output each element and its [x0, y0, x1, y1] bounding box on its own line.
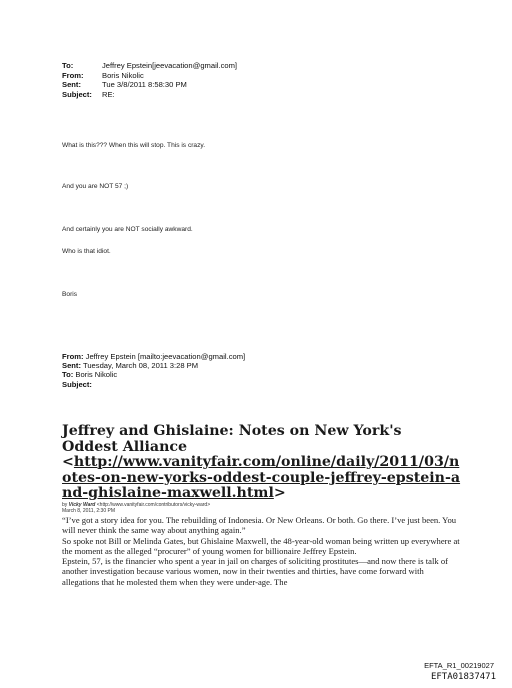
quoted-subject-label: Subject: [62, 379, 92, 389]
bates-number-small: EFTA_R1_00219027 [424, 661, 494, 670]
header-from-value: Boris Nikolic [102, 70, 144, 80]
header-to-value: Jeffrey Epstein[jeevacation@gmail.com] [102, 61, 238, 70]
article-paragraph: Epstein, 57, is the financier who spent a year in jail on charges of soliciting prostitutes—and now there is talk of another investigation because various women, now in their twenties and thirties, have come forward with allegations that he molested them when they were under-age. The [62, 556, 448, 587]
author-name[interactable]: Vicky Ward [68, 502, 96, 508]
header-subject-label: Subject: [62, 89, 92, 99]
header-to-row [62, 61, 237, 71]
quoted-sent-row [62, 361, 245, 370]
email-header-block [62, 61, 237, 99]
header-subject-row [62, 90, 237, 100]
header-sent-row [62, 80, 237, 90]
header-from-label: From: [62, 70, 84, 80]
byline-prefix: by [62, 502, 68, 508]
bates-number-large: EFTA01837471 [430, 672, 496, 682]
quoted-from-value: Jeffrey Epstein [mailto:jeevacation@gmail.com] [85, 352, 246, 361]
quoted-sent-value: Tuesday, March 08, 2011 3:28 PM [82, 361, 199, 371]
article-body [62, 515, 462, 587]
author-link[interactable]: <http://www.vanityfair.com/contributors/vicky-ward> [96, 502, 211, 508]
email-body-line-2: And you are NOT 57 ;) [62, 183, 129, 190]
header-from-row [62, 71, 237, 81]
quoted-email-header [62, 352, 245, 389]
email-body-line-1: What is this??? When this will stop. This is crazy. [62, 142, 206, 149]
email-signature: Boris [62, 291, 78, 298]
email-body-line-3: And certainly you are NOT socially awkward. [62, 226, 193, 233]
article-paragraph: “I’ve got a story idea for you. The rebuilding of Indonesia. Or New Orleans. Or both. Go there. I’ve just been. You will never think the same way about anything again.” [62, 515, 457, 536]
article-link[interactable]: http://www.vanityfair.com/online/daily/2011/03/notes-on-new-yorks-oddest-couple-jeffrey-epstein-and-ghislaine-maxwell.html [62, 454, 461, 502]
quoted-subject-row [62, 380, 245, 389]
quoted-sent-label: Sent: [62, 361, 81, 371]
quoted-from-label: From: [62, 352, 84, 361]
header-sent-value: Tue 3/8/2011 8:58:30 PM [102, 80, 187, 90]
article-link-open: < [62, 454, 74, 471]
article-link-close: > [273, 485, 286, 502]
quoted-to-label: To: [62, 370, 74, 380]
quoted-to-row [62, 370, 245, 379]
quoted-from-row [62, 352, 245, 361]
article-title-block [62, 424, 462, 502]
email-body-line-4: Who is that idiot. [62, 248, 111, 255]
header-subject-value: RE: [102, 89, 115, 99]
article-date: March 8, 2011, 2:30 PM [62, 508, 115, 514]
article-title: Jeffrey and Ghislaine: Notes on New York's Oddest Alliance [62, 423, 402, 455]
quoted-to-value: Boris Nikolic [75, 370, 118, 380]
header-to-label: To: [62, 61, 74, 70]
article-paragraph: So spoke not Bill or Melinda Gates, but Ghislaine Maxwell, the 48-year-old woman being written up everywhere at the moment as the alleged “procurer” of young women for billionaire Jeffrey Epstein. [62, 535, 460, 556]
header-sent-label: Sent: [62, 80, 81, 90]
article-byline [62, 502, 210, 514]
